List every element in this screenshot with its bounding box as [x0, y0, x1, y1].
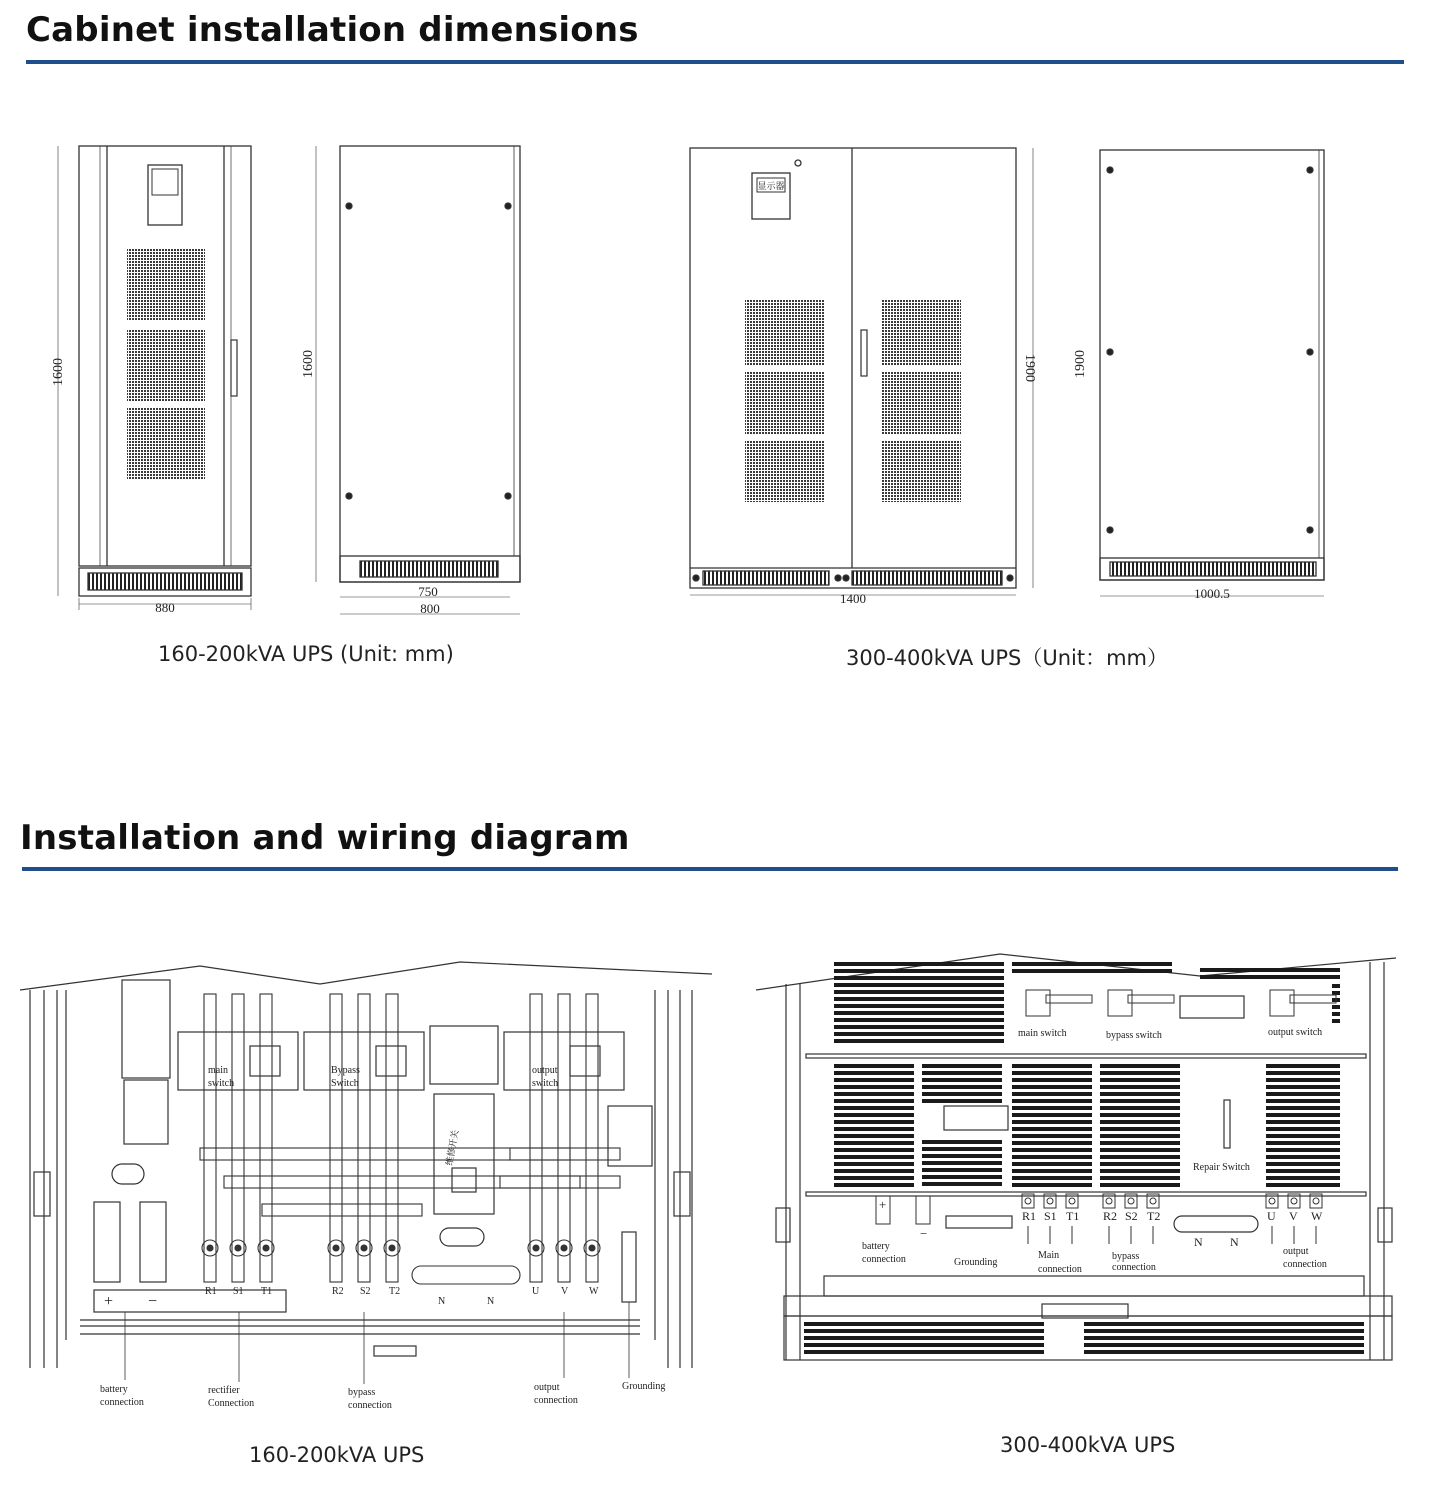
- grounding-label: Grounding: [622, 1381, 666, 1392]
- left-busbars: [200, 994, 620, 1284]
- rectifier-connection-label-2: Connection: [208, 1398, 255, 1409]
- large-front-height-label: 1900: [1022, 354, 1037, 382]
- small-side-inner-depth-label: 750: [418, 584, 438, 599]
- r-bypass-conn-label-2: connection: [1112, 1262, 1156, 1273]
- battery-plus-label: +: [104, 1293, 114, 1310]
- battery-minus-label: −: [148, 1293, 158, 1310]
- large-side-height-label: 1900: [1073, 350, 1088, 378]
- terminal-S1: S1: [233, 1286, 244, 1297]
- r-output-switch-label: output switch: [1268, 1027, 1323, 1038]
- rectifier-connection-label-1: rectifier: [208, 1385, 240, 1396]
- r-battery-label-1: battery: [862, 1241, 890, 1252]
- large-front-width-label: 1400: [840, 591, 866, 606]
- r-battery-label-2: connection: [862, 1254, 906, 1265]
- r-terminal-N-1: N: [1194, 1235, 1203, 1249]
- r-bypass-switch-label: bypass switch: [1106, 1030, 1162, 1041]
- battery-connection-label-2: connection: [100, 1397, 144, 1408]
- busbar-2: [260, 994, 272, 1282]
- busbar-5: [386, 994, 398, 1282]
- r-terminal-S1: S1: [1044, 1209, 1057, 1223]
- large-front-display-text: 显示器: [757, 181, 785, 191]
- output-connection-label-2: connection: [534, 1395, 578, 1406]
- r-repair-switch-label: Repair Switch: [1193, 1162, 1250, 1173]
- busbar-4: [358, 994, 370, 1282]
- r-terminal-W: W: [1311, 1209, 1323, 1223]
- terminal-S2: S2: [360, 1286, 371, 1297]
- caption-small-ups-dimensions: 160-200kVA UPS (Unit: mm): [158, 642, 454, 666]
- large-side-depth-label: 1000.5: [1194, 586, 1230, 601]
- r-main-conn-label-1: Main: [1038, 1250, 1060, 1261]
- main-switch-label-2: switch: [208, 1078, 235, 1089]
- bypass-switch-label-1: Bypass: [331, 1065, 360, 1076]
- busbar-3: [330, 994, 342, 1282]
- busbar-1: [232, 994, 244, 1282]
- small-front-height-label: 1600: [51, 358, 66, 386]
- terminal-T2: T2: [389, 1286, 401, 1297]
- r-output-conn-label-1: output: [1283, 1246, 1309, 1257]
- terminal-R2: R2: [332, 1286, 344, 1297]
- small-side-height-label: 1600: [301, 350, 316, 378]
- caption-large-ups-dimensions: 300-400kVA UPS（Unit：mm）: [846, 646, 1168, 670]
- terminal-R1: R1: [205, 1286, 217, 1297]
- busbar-0: [204, 994, 216, 1282]
- left-leader-lines: [125, 1302, 629, 1384]
- r-main-conn-label-2: connection: [1038, 1264, 1082, 1275]
- r-terminal-T2: T2: [1147, 1209, 1161, 1223]
- r-terminal-N-2: N: [1230, 1235, 1239, 1249]
- output-switch-label-2: switch: [532, 1078, 559, 1089]
- small-front-width-label: 880: [155, 600, 175, 615]
- r-plus-label: +: [879, 1197, 887, 1212]
- r-terminal-R1: R1: [1022, 1209, 1037, 1223]
- r-terminal-R2: R2: [1103, 1209, 1118, 1223]
- right-vent-grilles: [804, 962, 1364, 1354]
- terminal-W: W: [589, 1286, 599, 1297]
- r-grounding-label: Grounding: [954, 1257, 998, 1268]
- output-switch-label-1: output: [532, 1065, 558, 1076]
- r-terminal-T1: T1: [1066, 1209, 1080, 1223]
- terminal-N-2: N: [487, 1296, 495, 1307]
- bypass-connection-label-1: bypass: [348, 1387, 376, 1398]
- terminal-V: V: [561, 1286, 569, 1297]
- small-side-depth-label: 800: [420, 601, 440, 616]
- section-title-dimensions: Cabinet installation dimensions: [26, 10, 639, 50]
- busbar-6: [530, 994, 542, 1282]
- caption-large-ups-wiring: 300-400kVA UPS: [1000, 1433, 1176, 1457]
- r-terminal-U: U: [1267, 1209, 1276, 1223]
- caption-small-ups-wiring: 160-200kVA UPS: [249, 1443, 425, 1467]
- terminal-U: U: [532, 1286, 540, 1297]
- left-labels: [100, 1065, 665, 1411]
- section-title-wiring: Installation and wiring diagram: [20, 818, 630, 858]
- output-connection-label-1: output: [534, 1382, 560, 1393]
- wiring-left-frame: [20, 962, 712, 1368]
- r-bypass-conn-label-1: bypass: [1112, 1251, 1140, 1262]
- terminal-N-1: N: [438, 1296, 446, 1307]
- busbar-7: [558, 994, 570, 1282]
- battery-connection-label-1: battery: [100, 1384, 128, 1395]
- r-terminal-V: V: [1289, 1209, 1298, 1223]
- r-terminal-S2: S2: [1125, 1209, 1138, 1223]
- busbar-8: [586, 994, 598, 1282]
- r-output-conn-label-2: connection: [1283, 1259, 1327, 1270]
- bypass-connection-label-2: connection: [348, 1400, 392, 1411]
- repair-switch-label: 维修开关: [444, 1129, 461, 1167]
- r-minus-label: −: [920, 1226, 928, 1241]
- bypass-switch-label-2: Switch: [331, 1078, 359, 1089]
- r-main-switch-label: main switch: [1018, 1028, 1067, 1039]
- main-switch-label-1: main: [208, 1065, 228, 1076]
- terminal-T1: T1: [261, 1286, 273, 1297]
